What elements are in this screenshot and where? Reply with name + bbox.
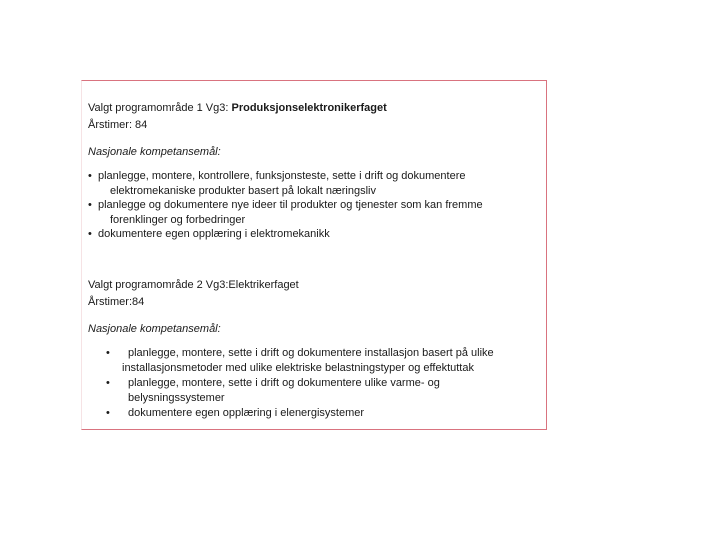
list-item-line-1: dokumentere egen opplæring i elenergisystemer xyxy=(128,406,365,419)
section-2-competence-list xyxy=(88,346,532,421)
list-item-line-2: forenklinger og forbedringer xyxy=(110,213,246,226)
list-item xyxy=(88,198,532,227)
list-item-line-1: dokumentere egen opplæring i elektromekanikk xyxy=(98,228,330,240)
section-1-heading-bold: Produksjonselektronikerfaget xyxy=(231,102,387,114)
list-item-text xyxy=(98,227,532,242)
content-body xyxy=(82,81,546,421)
list-item-text xyxy=(122,346,532,376)
section-1-heading-prefix: Valgt programområde 1 Vg3: xyxy=(88,102,232,114)
list-item xyxy=(88,169,532,198)
list-item-line-1: planlegge, montere, sette i drift og dokumentere ulike varme- og belysningssystemer xyxy=(128,376,440,404)
section-2-heading: Valgt programområde 2 Vg3:Elektrikerfaget xyxy=(88,278,299,291)
section-spacer xyxy=(88,242,532,278)
bullet-icon: • xyxy=(88,199,92,211)
section-elektrikerfaget xyxy=(88,278,532,421)
section-1-subheading: Nasjonale kompetansemål: xyxy=(88,146,221,158)
list-item-text xyxy=(128,406,532,421)
section-1-competence-list xyxy=(88,169,532,242)
section-2-hours: Årstimer:84 xyxy=(88,295,145,308)
bullet-icon: • xyxy=(88,170,92,182)
list-item-line-1: planlegge og dokumentere nye ideer til produkter og tjenester som kan fremme xyxy=(98,199,483,211)
bullet-icon: • xyxy=(106,406,110,419)
list-item-line-1: planlegge, montere, kontrollere, funksjonsteste, sette i drift og dokumentere xyxy=(98,170,466,182)
list-item xyxy=(88,227,532,242)
bullet-icon: • xyxy=(88,228,92,240)
list-item-line-2: elektromekaniske produkter basert på lokalt næringsliv xyxy=(110,184,376,197)
content-frame xyxy=(81,80,547,430)
list-item-text xyxy=(98,169,532,198)
list-item xyxy=(88,376,532,406)
list-item-line-2: installasjonsmetoder med ulike elektriske belastningstyper og effektuttak xyxy=(122,361,474,374)
list-item-text xyxy=(98,198,532,227)
list-item-text xyxy=(128,376,532,406)
section-1-hours: Årstimer: 84 xyxy=(88,119,148,131)
section-1-heading xyxy=(88,101,532,115)
section-produksjonselektronikerfaget xyxy=(88,101,532,242)
list-item xyxy=(88,406,532,421)
list-item-line-1: planlegge, montere, sette i drift og dokumentere installasjon basert på ulike xyxy=(128,346,494,359)
list-item xyxy=(88,346,532,376)
section-2-subheading: Nasjonale kompetansemål: xyxy=(88,322,221,335)
bullet-icon: • xyxy=(106,376,110,389)
bullet-icon: • xyxy=(106,346,110,359)
